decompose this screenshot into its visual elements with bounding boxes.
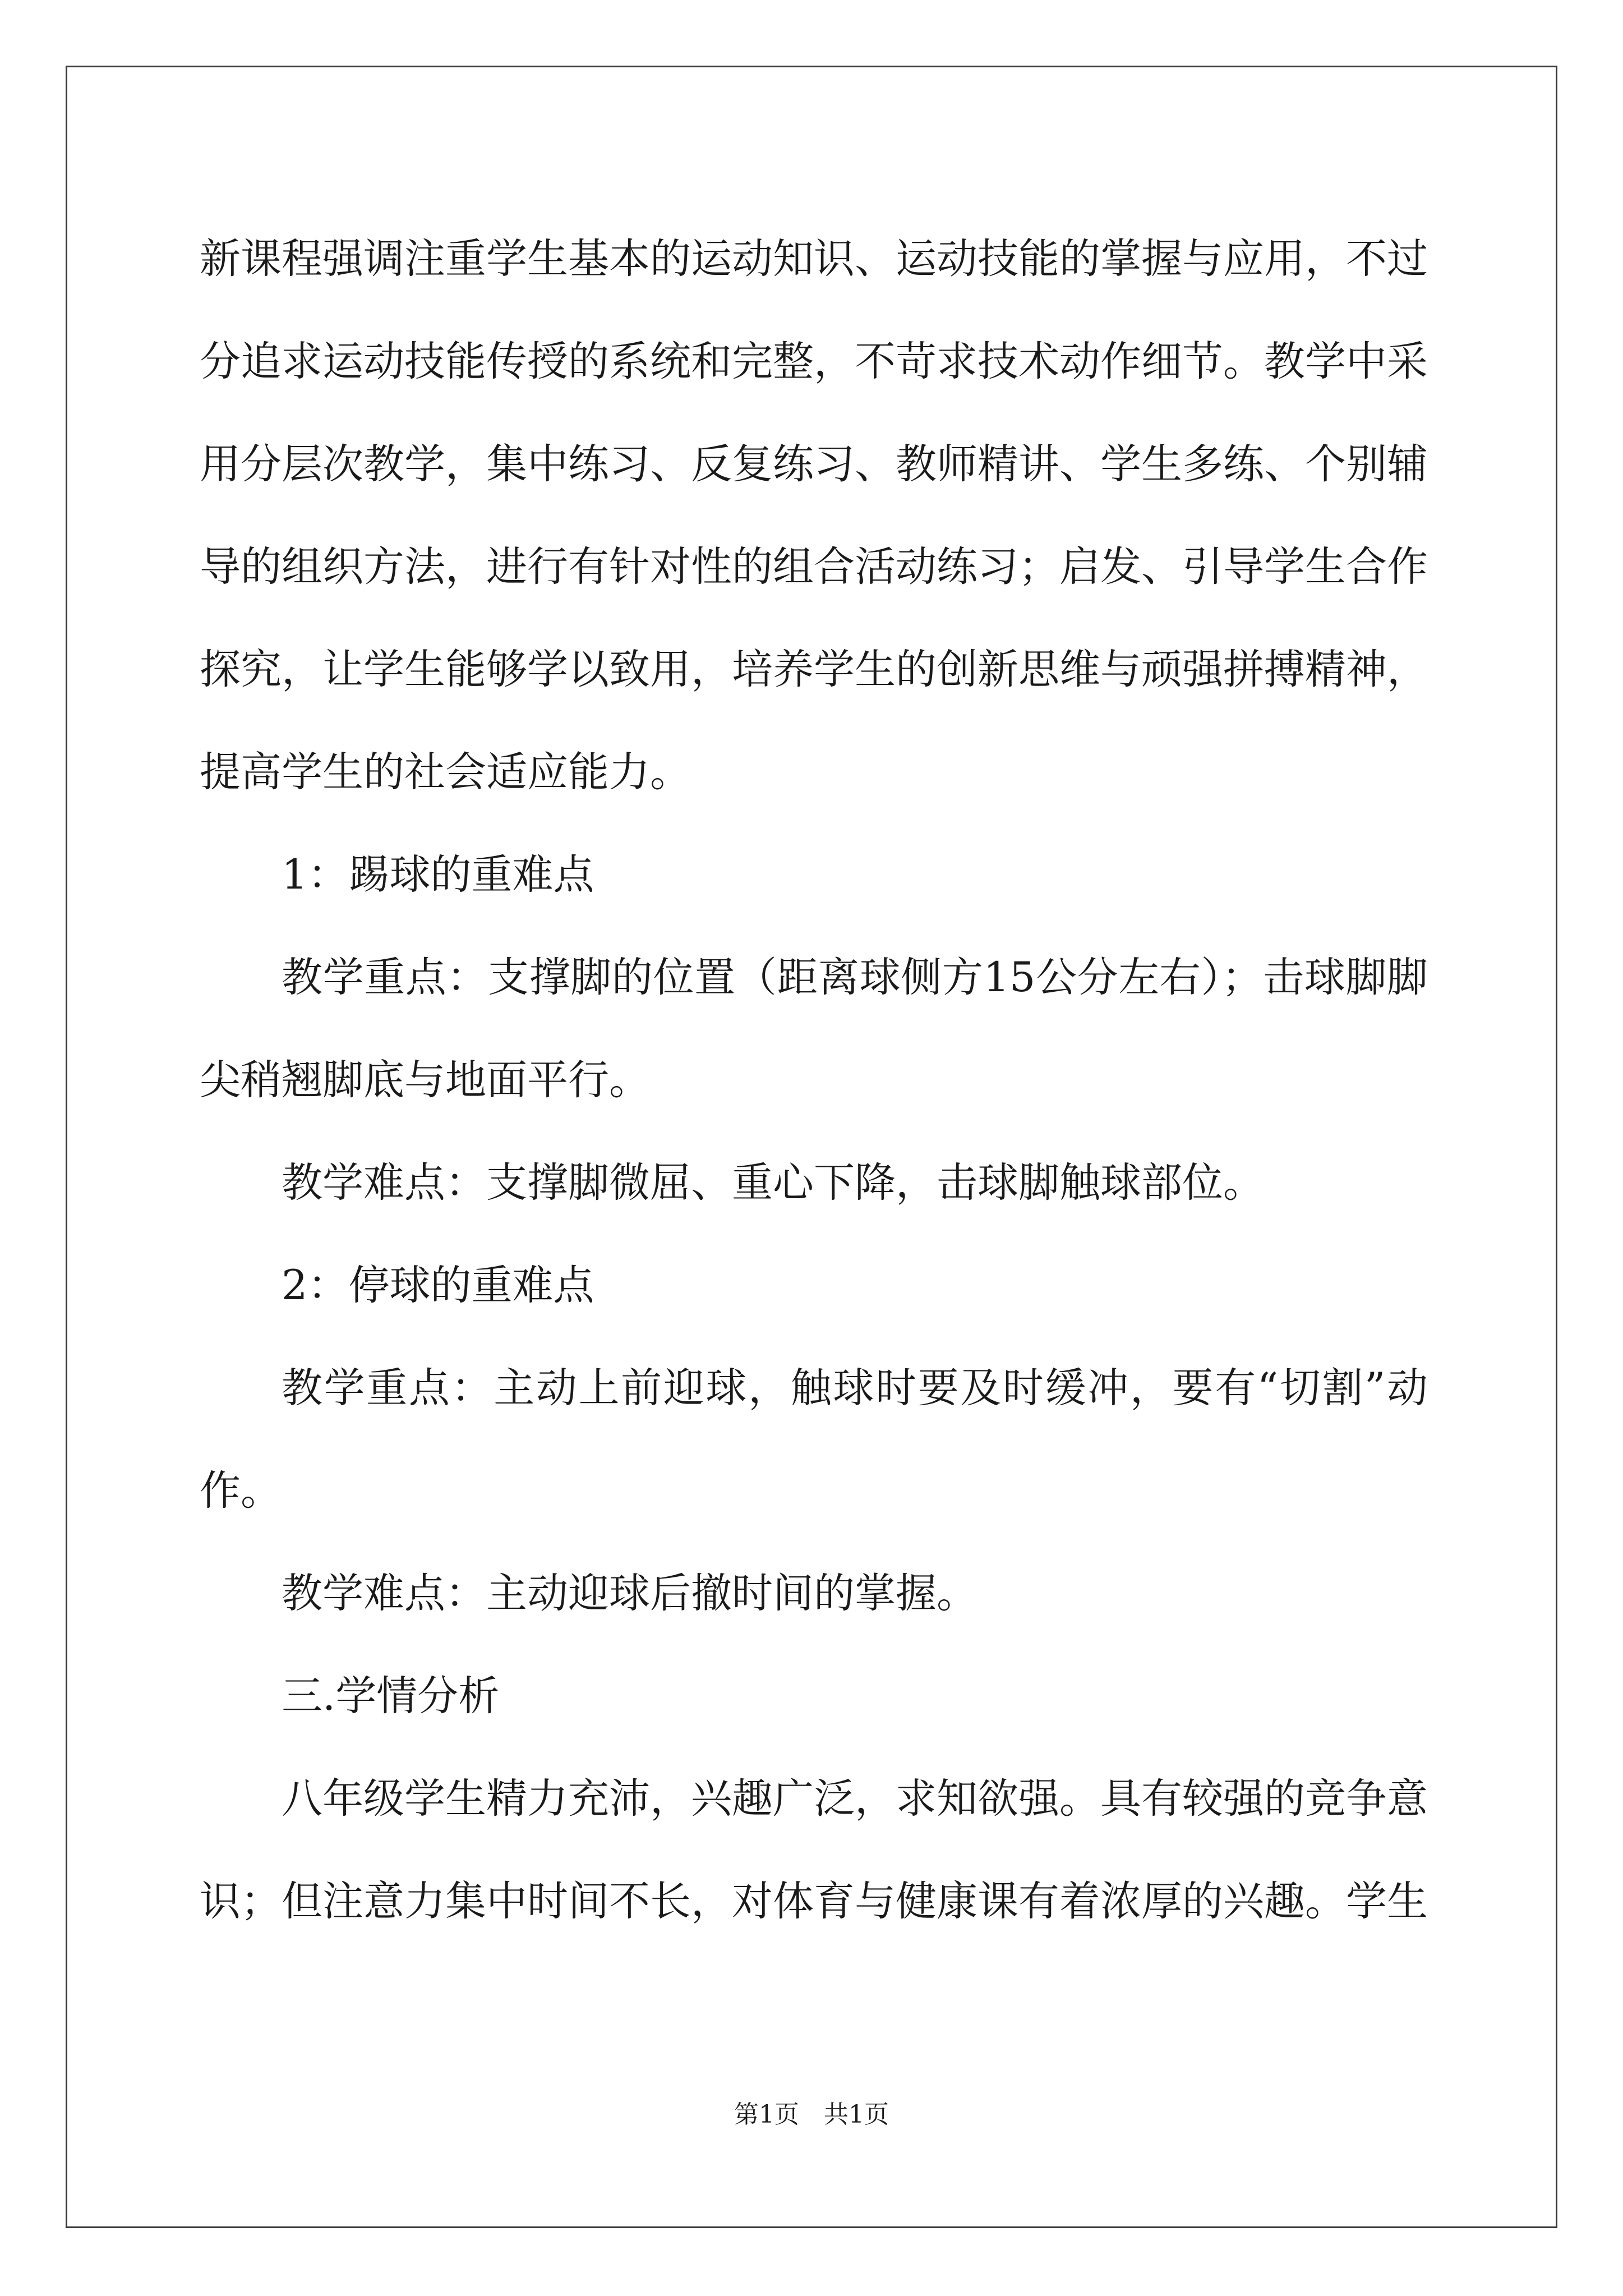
text-line: 用分层次教学，集中练习、反复练习、教师精讲、学生多练、个别辅 — [200, 440, 1428, 488]
text-line: 八年级学生精力充沛，兴趣广泛，求知欲强。具有较强的竞争意 — [282, 1775, 1428, 1823]
section-heading: 2：停球的重难点 — [282, 1262, 594, 1309]
section-heading: 三.学情分析 — [282, 1672, 500, 1720]
text-line: 分追求运动技能传授的系统和完整，不苛求技术动作细节。教学中采 — [200, 338, 1428, 385]
text-line: 探究，让学生能够学以致用，培养学生的创新思维与顽强拼搏精神， — [200, 646, 1428, 693]
text-line: 尖稍翘脚底与地面平行。 — [200, 1056, 650, 1104]
text-line: 识；但注意力集中时间不长，对体育与健康课有着浓厚的兴趣。学生 — [200, 1878, 1428, 1925]
text-line: 导的组织方法，进行有针对性的组合活动练习；启发、引导学生合作 — [200, 543, 1428, 591]
text-line: 教学难点：支撑脚微屈、重心下降，击球脚触球部位。 — [282, 1159, 1264, 1207]
section-heading: 1：踢球的重难点 — [282, 851, 594, 899]
text-line: 教学难点：主动迎球后撤时间的掌握。 — [282, 1570, 978, 1617]
document-body — [200, 208, 1428, 1953]
text-line: 教学重点：支撑脚的位置（距离球侧方15公分左右）；击球脚脚 — [282, 954, 1428, 1001]
text-line: 提高学生的社会适应能力。 — [200, 748, 691, 796]
text-line: 作。 — [200, 1467, 282, 1515]
text-line: 新课程强调注重学生基本的运动知识、运动技能的掌握与应用，不过 — [200, 235, 1428, 283]
text-line: 教学重点：主动上前迎球，触球时要及时缓冲，要有“切割”动 — [282, 1364, 1428, 1412]
page-number: 第1页 共1页 — [734, 2100, 889, 2129]
